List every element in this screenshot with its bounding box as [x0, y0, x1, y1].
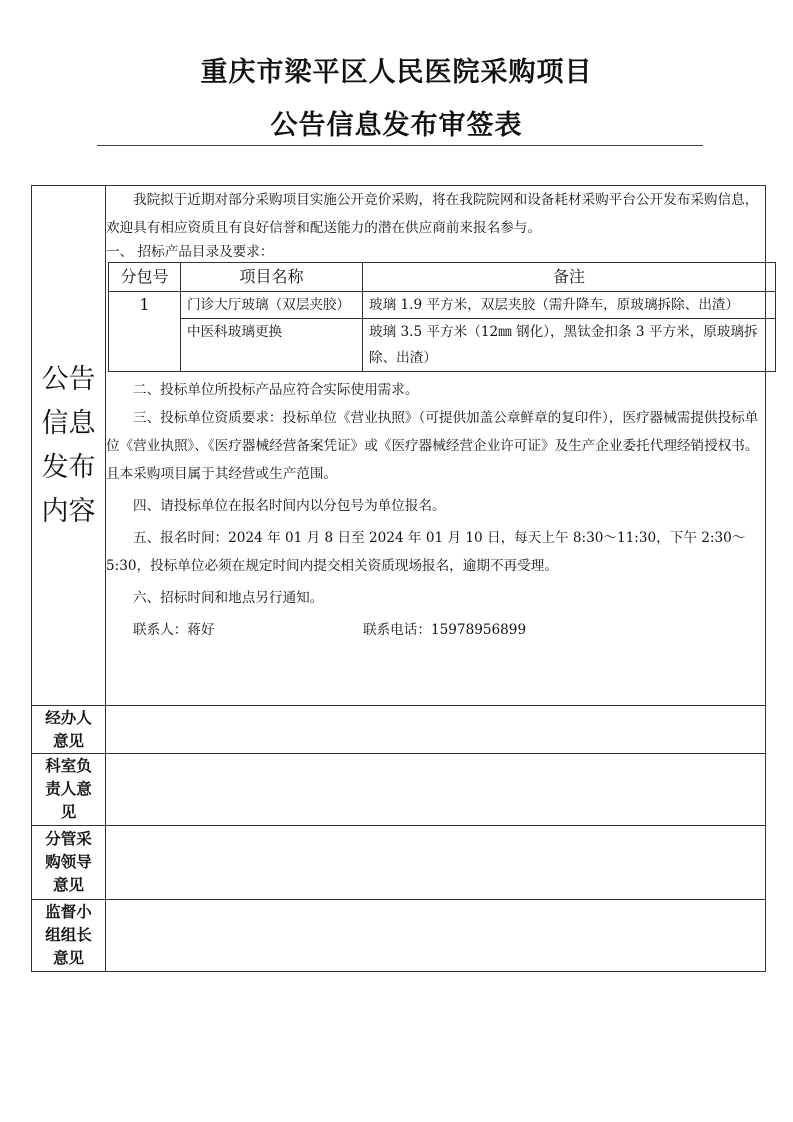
items-header-package: 分包号: [109, 263, 181, 292]
label-line: 分管采: [45, 830, 92, 848]
document-title-line1: 重庆市梁平区人民医院采购项目: [200, 57, 593, 88]
department-head-opinion-label: [32, 754, 106, 826]
contact-phone: 联系电话：15978956899: [363, 622, 527, 638]
content-label-line: 发布: [41, 451, 96, 483]
items-package-number: 1: [109, 292, 181, 372]
items-header-name: 项目名称: [181, 263, 363, 292]
content-label-line: 内容: [41, 495, 96, 527]
contact-person: 联系人：蒋好: [133, 622, 215, 638]
contact-line: [106, 616, 765, 644]
label-line: 见: [60, 803, 77, 821]
section5-paragraph: 五、报名时间：2024 年 01 月 8 日至 2024 年 01 月 10 日，每天上午 8:30～11:30，下午 2:30～5:30，投标单位必须在规定时间内提交相关资质现场报名，逾期不再受理。: [106, 530, 746, 574]
procurement-leader-opinion-field[interactable]: [106, 826, 766, 900]
items-table: [108, 262, 776, 372]
section2-paragraph: 二、投标单位所投标产品应符合实际使用需求。: [133, 382, 419, 398]
item-note: 玻璃 1.9 平方米，双层夹胶（需升降车，原玻璃拆除、出渣）: [363, 292, 776, 319]
label-line: 经办人: [45, 708, 92, 727]
handler-opinion-label: [32, 706, 106, 754]
supervision-leader-opinion-field[interactable]: [106, 900, 766, 972]
label-line: 购领导: [45, 853, 92, 871]
department-head-opinion-field[interactable]: [106, 754, 766, 826]
supervision-leader-opinion-label: [32, 900, 106, 972]
label-line: 监督小: [45, 903, 92, 921]
title-divider: [97, 145, 703, 146]
section4-paragraph: 四、请投标单位在报名时间内以分包号为单位报名。: [133, 498, 446, 514]
procurement-leader-opinion-label: [32, 826, 106, 900]
label-line: 意见: [52, 731, 84, 750]
label-line: 责人意: [45, 780, 92, 798]
item-name: 门诊大厅玻璃（双层夹胶）: [181, 292, 363, 319]
content-label-line: 公告: [41, 363, 96, 395]
intro-paragraph: 我院拟于近期对部分采购项目实施公开竞价采购，将在我院院网和设备耗材采购平台公开发布采购信息，欢迎具有相应资质且有良好信誉和配送能力的潜在供应商前来报名参与。: [106, 192, 759, 236]
label-line: 组组长: [45, 926, 92, 944]
label-line: 科室负: [45, 757, 92, 775]
document-title-line2: 公告信息发布审签表: [270, 110, 523, 141]
handler-opinion-field[interactable]: [106, 706, 766, 754]
items-header-note: 备注: [363, 263, 776, 292]
announcement-content-cell: [106, 186, 766, 706]
approval-form-table: [31, 185, 766, 972]
label-line: 意见: [52, 949, 84, 967]
section3-paragraph: 三、投标单位资质要求：投标单位《营业执照》（可提供加盖公章鲜章的复印件），医疗器械需提供投标单位《营业执照》、《医疗器械经营备案凭证》或《医疗器械经营企业许可证》及生产企业委托代理经销授权书。且本采购项目属于其经营或生产范围。: [106, 410, 759, 482]
content-label-cell: [32, 186, 106, 706]
section6-paragraph: 六、招标时间和地点另行通知。: [133, 590, 324, 606]
section1-heading: 一、 招标产品目录及要求：: [106, 244, 274, 260]
content-label-line: 信息: [41, 407, 96, 439]
item-name: 中医科玻璃更换: [181, 319, 363, 372]
item-note: 玻璃 3.5 平方米（12㎜ 钢化），黑钛金扣条 3 平方米，原玻璃拆除、出渣）: [363, 319, 776, 372]
label-line: 意见: [52, 876, 84, 894]
